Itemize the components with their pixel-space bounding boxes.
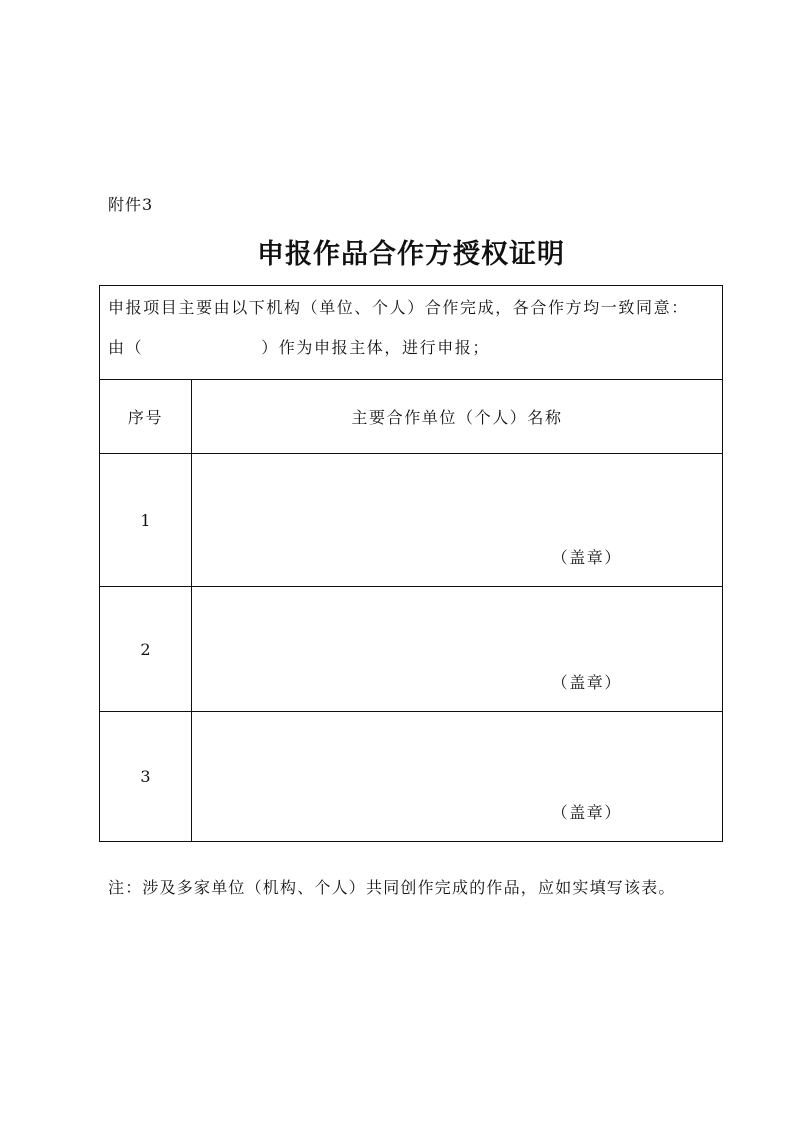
- table-row: [100, 712, 723, 842]
- row-number: 3: [100, 712, 192, 842]
- attachment-label: 附件3: [108, 195, 154, 214]
- header-number: 序号: [100, 380, 192, 454]
- authorization-form-table: [99, 285, 723, 842]
- intro-statement: 申报项目主要由以下机构（单位、个人）合作完成，各合作方均一致同意：: [108, 298, 689, 317]
- partner-name-field[interactable]: [192, 454, 723, 587]
- seal-label: （盖章）: [551, 548, 622, 567]
- row-number: 1: [100, 454, 192, 587]
- applicant-line: [108, 336, 722, 360]
- table-row: [100, 454, 723, 587]
- table-row: [100, 587, 723, 712]
- table-header-row: [100, 380, 723, 454]
- header-name: 主要合作单位（个人）名称: [192, 380, 723, 454]
- footnote: 注：涉及多家单位（机构、个人）共同创作完成的作品，应如实填写该表。: [108, 878, 676, 897]
- row-number: 2: [100, 587, 192, 712]
- intro-cell: [100, 286, 723, 380]
- applicant-suffix: ）作为申报主体，进行申报；: [261, 338, 491, 357]
- seal-label: （盖章）: [551, 673, 622, 692]
- partner-name-field[interactable]: [192, 712, 723, 842]
- partner-name-field[interactable]: [192, 587, 723, 712]
- intro-row: [100, 286, 723, 380]
- document-title: 申报作品合作方授权证明: [257, 239, 565, 270]
- applicant-prefix: 由（: [108, 338, 144, 357]
- seal-label: （盖章）: [551, 803, 622, 822]
